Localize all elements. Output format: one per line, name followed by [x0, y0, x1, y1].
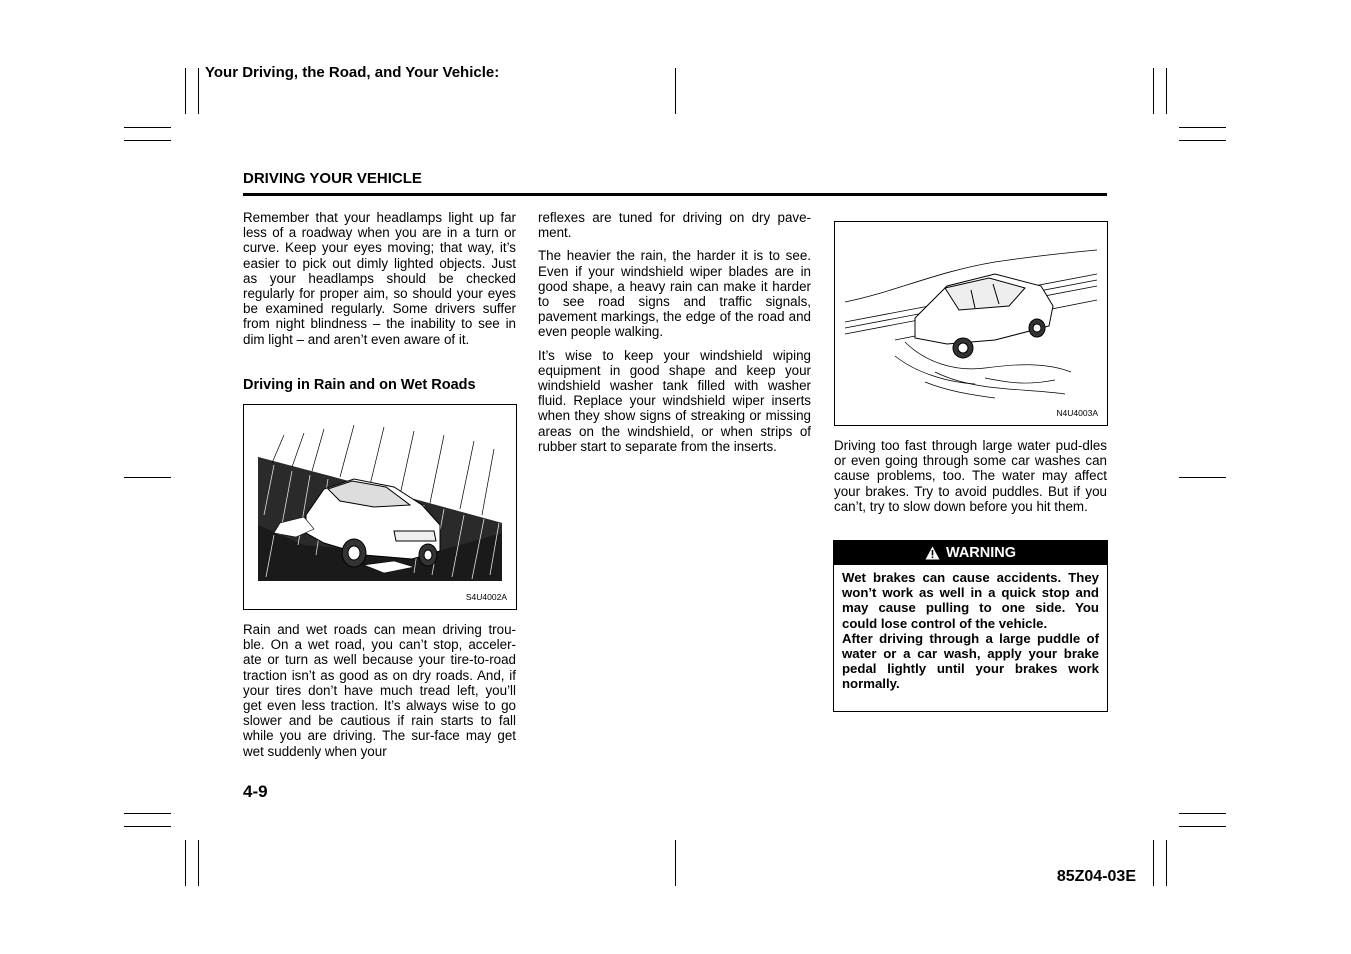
warning-line-1: Wet brakes can cause accidents. They won’t work as well in a quick stop and may cause pulling to one side. You could lose control of the vehicle.: [842, 570, 1099, 631]
rain-paragraph: Rain and wet roads can mean driving trou-ble. On a wet road, you can’t stop, acceler-ate or turn as well because your tire-to-road traction isn’t as good as on dry roads. And, if your tires don’t have much tread left, you’ll get even less traction. It’s always wise to go slower and be cautious if rain starts to fall while you are driving. The sur-face may get wet suddenly when your: [243, 622, 516, 759]
puddle-paragraph: Driving too fast through large water pud-dles or even going through some car washes can cause problems, too. The water may affect your brakes. Try to avoid puddles. But if you can’t, try to slow down before you hit them.: [834, 438, 1107, 514]
page-number: 4-9: [243, 782, 268, 801]
warning-body: [834, 565, 1107, 692]
column-1-body: [243, 622, 516, 767]
rain-driving-figure: [243, 404, 517, 610]
figure-code: S4U4002A: [465, 592, 507, 602]
warning-line-2: After driving through a large puddle of water or a car wash, apply your brake pedal lightly until your brakes work normally.: [842, 630, 1099, 692]
warning-title: WARNING: [945, 545, 1017, 561]
paragraph-3: It’s wise to keep your windshield wiping equipment in good shape and keep your windshield washer tank filled with washer fluid. Replace your windshield wiper inserts when they show signs of streaking or missing areas on the windshield, or when strips of rubber start to separate from the inserts.: [538, 347, 811, 454]
column-1-intro: [243, 210, 516, 355]
warning-box: [833, 540, 1108, 712]
paragraph-1: reflexes are tuned for driving on dry pave-ment.: [538, 210, 811, 241]
section-title: DRIVING YOUR VEHICLE: [243, 170, 422, 187]
column-3-body: [834, 438, 1107, 522]
rain-subheading: Driving in Rain and on Wet Roads: [243, 377, 476, 393]
puddle-figure: [834, 221, 1108, 426]
column-2: [538, 210, 811, 462]
intro-paragraph: Remember that your headlamps light up far less of a roadway when you are in a turn or curve. Keep your eyes moving; that way, it’s easier to pick out dimly lighted objects. Just as your headlamps should be checked regularly for proper aim, so should your eyes be examined regularly. Some drivers suffer from night blindness – the inability to see in dim light – and aren’t even aware of it.: [243, 210, 516, 347]
paragraph-2: The heavier the rain, the harder it is to see. Even if your windshield wiper blades are in good shape, a heavy rain can make it harder to see road signs and traffic signals, pavement markings, the edge of the road and even people walking.: [538, 248, 811, 340]
figure-code: N4U4003A: [1056, 408, 1098, 418]
document-code: 85Z04-03E: [1056, 868, 1136, 885]
warning-triangle-icon: [925, 546, 940, 560]
warning-header: [834, 541, 1107, 565]
puddle-car-illustration: [835, 222, 1107, 425]
rain-car-illustration: [244, 405, 516, 609]
section-rule: [243, 193, 1107, 196]
book-heading: Your Driving, the Road, and Your Vehicle:: [205, 64, 500, 81]
